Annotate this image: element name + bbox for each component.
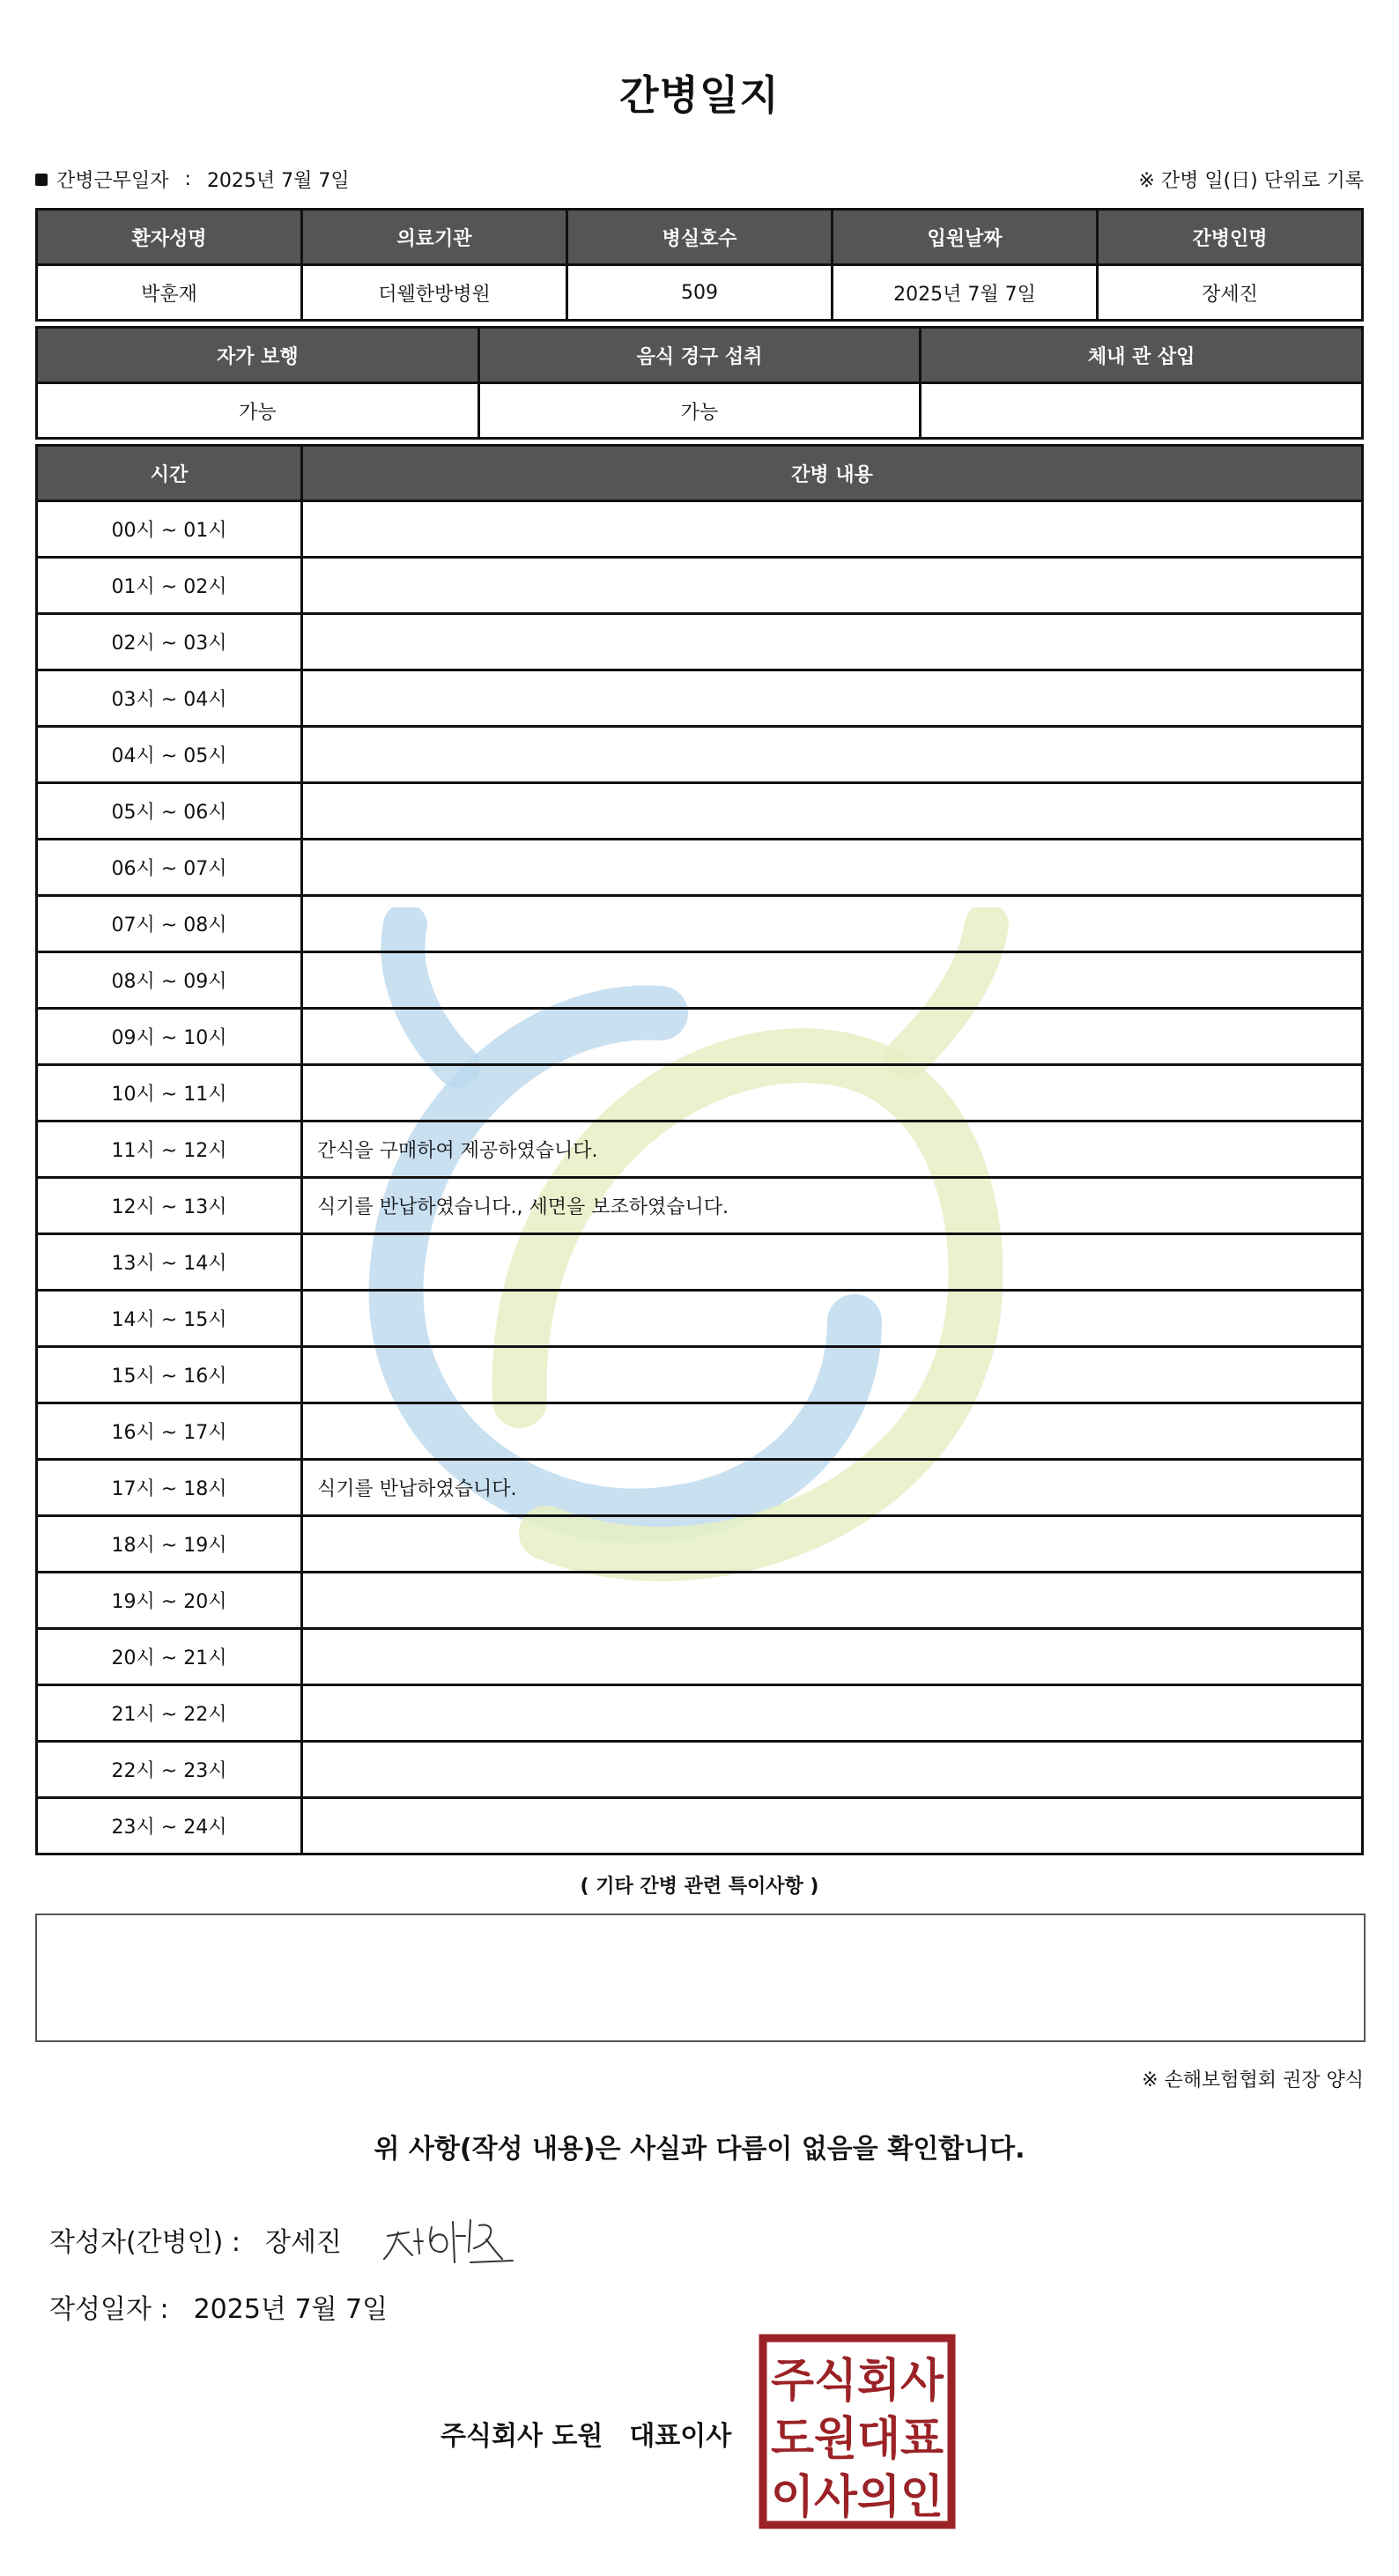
time-slot: 05시 ~ 06시 (37, 783, 302, 840)
written-date-label: 작성일자 : (49, 2294, 169, 2325)
table-row (37, 614, 1363, 670)
admission-date: 2025년 7월 7일 (833, 265, 1098, 321)
writer-line (49, 2220, 342, 2259)
company-seal (758, 2333, 957, 2530)
care-content (302, 501, 1363, 558)
care-content: 식기를 반납하였습니다., 세면을 보조하였습니다. (302, 1178, 1363, 1234)
time-slot: 21시 ~ 22시 (37, 1685, 302, 1742)
work-date-value: 2025년 7월 7일 (206, 170, 350, 192)
time-slot: 02시 ~ 03시 (37, 614, 302, 670)
svg-text:이사의인: 이사의인 (771, 2471, 944, 2524)
room-number: 509 (567, 265, 833, 321)
table-row (37, 670, 1363, 727)
care-content: 식기를 반납하였습니다. (302, 1460, 1363, 1516)
care-content (302, 1742, 1363, 1798)
time-slot: 20시 ~ 21시 (37, 1629, 302, 1685)
table-row (37, 1573, 1363, 1629)
time-slot: 01시 ~ 02시 (37, 558, 302, 614)
written-date-value: 2025년 7월 7일 (193, 2294, 389, 2325)
care-content (302, 1573, 1363, 1629)
table-row (37, 727, 1363, 783)
time-slot: 22시 ~ 23시 (37, 1742, 302, 1798)
care-content (302, 727, 1363, 783)
time-slot: 13시 ~ 14시 (37, 1234, 302, 1291)
handwritten-signature (382, 2210, 523, 2271)
table-row (37, 1798, 1363, 1854)
time-slot: 07시 ~ 08시 (37, 896, 302, 952)
header-care-content: 간병 내용 (302, 446, 1363, 501)
care-content (302, 670, 1363, 727)
table-row (37, 1516, 1363, 1573)
header-oral-intake: 음식 경구 섭취 (478, 328, 921, 383)
table-row (37, 1121, 1363, 1178)
table-row (37, 952, 1363, 1009)
patient-info-table (35, 208, 1364, 322)
patient-status-table (35, 326, 1364, 440)
caregiver-name: 장세진 (1098, 265, 1363, 321)
time-slot: 10시 ~ 11시 (37, 1065, 302, 1121)
care-content (302, 896, 1363, 952)
table-row (37, 1685, 1363, 1742)
company-signatory (440, 2414, 731, 2453)
care-content (302, 1685, 1363, 1742)
table-row (37, 1742, 1363, 1798)
care-content (302, 840, 1363, 896)
care-content (302, 558, 1363, 614)
care-log-table (35, 444, 1364, 1855)
care-content (302, 1798, 1363, 1854)
header-self-walking: 자가 보행 (37, 328, 479, 383)
table-row (37, 1065, 1363, 1121)
header-patient-name: 환자성명 (37, 210, 302, 265)
company-name: 주식회사 도원 (440, 2421, 603, 2452)
care-content (302, 1234, 1363, 1291)
time-slot: 09시 ~ 10시 (37, 1009, 302, 1065)
form-source-note: ※ 손해보험협회 권장 양식 (1142, 2069, 1364, 2091)
company-role: 대표이사 (629, 2421, 732, 2452)
table-row (37, 1460, 1363, 1516)
time-slot: 17시 ~ 18시 (37, 1460, 302, 1516)
header-tube-insertion: 체내 관 삽입 (921, 328, 1363, 383)
time-slot: 08시 ~ 09시 (37, 952, 302, 1009)
time-slot: 03시 ~ 04시 (37, 670, 302, 727)
document-title: 간병일지 (619, 71, 780, 119)
work-date-label: 간병근무일자 (56, 170, 169, 192)
care-content (302, 1629, 1363, 1685)
table-row (37, 1403, 1363, 1460)
care-content (302, 1403, 1363, 1460)
time-slot: 16시 ~ 17시 (37, 1403, 302, 1460)
confirmation-statement: 위 사항(작성 내용)은 사실과 다름이 없음을 확인합니다. (374, 2134, 1025, 2165)
care-content (302, 952, 1363, 1009)
table-row (37, 840, 1363, 896)
writer-name: 장세진 (264, 2227, 342, 2258)
time-slot: 12시 ~ 13시 (37, 1178, 302, 1234)
care-content (302, 1347, 1363, 1403)
square-bullet-icon (35, 174, 48, 186)
time-slot: 00시 ~ 01시 (37, 501, 302, 558)
care-content (302, 1065, 1363, 1121)
header-room-number: 병실호수 (567, 210, 833, 265)
time-slot: 06시 ~ 07시 (37, 840, 302, 896)
time-slot: 18시 ~ 19시 (37, 1516, 302, 1573)
table-row (37, 1629, 1363, 1685)
colon-separator: : (184, 168, 191, 190)
header-hospital: 의료기관 (302, 210, 567, 265)
table-row (37, 558, 1363, 614)
table-row (37, 1234, 1363, 1291)
header-caregiver-name: 간병인명 (1098, 210, 1363, 265)
care-content (302, 1009, 1363, 1065)
care-content: 간식을 구매하여 제공하였습니다. (302, 1121, 1363, 1178)
time-slot: 14시 ~ 15시 (37, 1291, 302, 1347)
header-admission-date: 입원날짜 (833, 210, 1098, 265)
time-slot: 23시 ~ 24시 (37, 1798, 302, 1854)
table-row (37, 896, 1363, 952)
tube-insertion-value (921, 383, 1363, 439)
care-content (302, 783, 1363, 840)
table-row (37, 1347, 1363, 1403)
written-date-line (49, 2287, 388, 2326)
time-slot: 11시 ~ 12시 (37, 1121, 302, 1178)
header-time: 시간 (37, 446, 302, 501)
table-row (37, 1009, 1363, 1065)
svg-text:주식회사: 주식회사 (771, 2355, 944, 2408)
table-row (37, 1178, 1363, 1234)
care-content (302, 614, 1363, 670)
time-slot: 04시 ~ 05시 (37, 727, 302, 783)
table-row (37, 501, 1363, 558)
work-date-line (35, 166, 350, 193)
notes-box (35, 1913, 1366, 2042)
oral-intake-value: 가능 (478, 383, 921, 439)
self-walking-value: 가능 (37, 383, 479, 439)
unit-note: ※ 간병 일(日) 단위로 기록 (1138, 170, 1364, 192)
care-content (302, 1516, 1363, 1573)
table-row (37, 1291, 1363, 1347)
notes-heading: ( 기타 간병 관련 특이사항 ) (580, 1876, 819, 1898)
time-slot: 15시 ~ 16시 (37, 1347, 302, 1403)
care-content (302, 1291, 1363, 1347)
time-slot: 19시 ~ 20시 (37, 1573, 302, 1629)
writer-label: 작성자(간병인) : (49, 2227, 241, 2258)
hospital-name: 더웰한방병원 (302, 265, 567, 321)
svg-text:도원대표: 도원대표 (771, 2413, 944, 2466)
patient-name: 박훈재 (37, 265, 302, 321)
table-row (37, 783, 1363, 840)
